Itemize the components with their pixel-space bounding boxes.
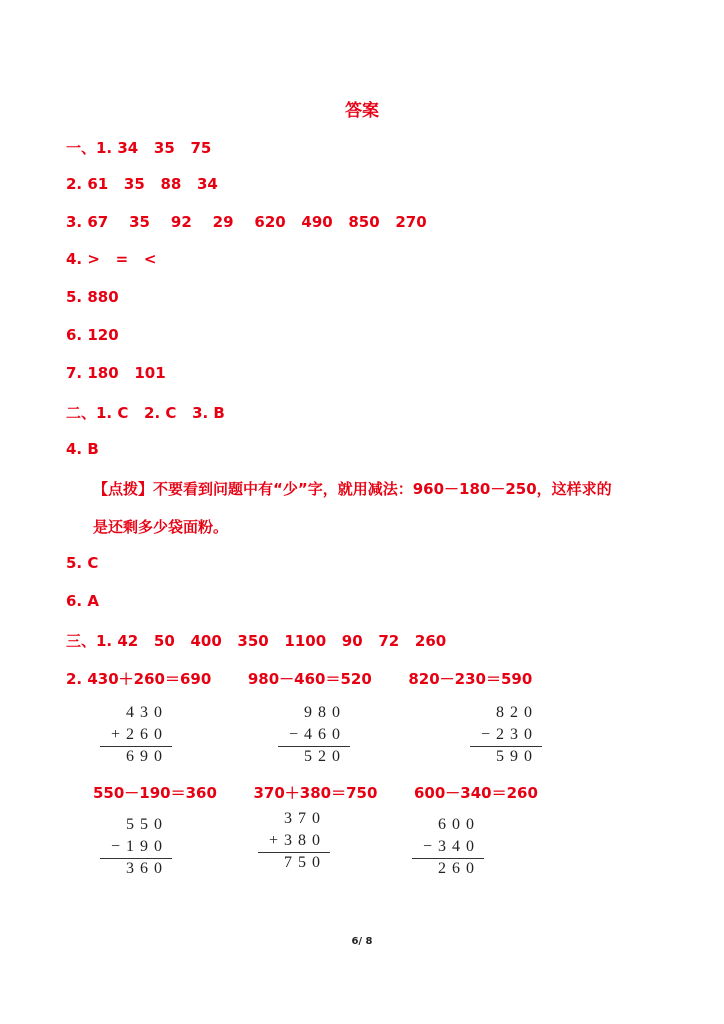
section2-line-6: 6. A (66, 592, 99, 610)
vertical-calc-5 (250, 808, 330, 874)
calc-result: 520 (304, 748, 346, 765)
answer-line-2: 2. 61 35 88 34 (66, 175, 218, 193)
calc-bottom: 260 (126, 726, 168, 743)
calc-bottom: 230 (496, 726, 538, 743)
section3-line-2: 2. 430＋260＝690 980－460＝520 820－230＝590 (66, 670, 533, 688)
calc-bottom: 380 (284, 832, 326, 849)
calc-operator: + (268, 832, 278, 849)
vertical-calc-1 (92, 702, 172, 768)
answer-line-7: 7. 180 101 (66, 364, 166, 382)
section2-line-4: 4. B (66, 440, 99, 458)
calc-result: 750 (284, 854, 326, 871)
vertical-calc-2 (270, 702, 350, 768)
section2-line-1: 二、1. C 2. C 3. B (66, 404, 225, 422)
calc-top: 430 (126, 704, 168, 721)
answer-line-5: 5. 880 (66, 288, 119, 306)
calc-operator: − (110, 838, 120, 855)
calc-top: 370 (284, 810, 326, 827)
answer-line-6: 6. 120 (66, 326, 119, 344)
calc-result: 260 (438, 860, 480, 877)
vertical-calc-6 (404, 814, 484, 880)
answer-line-3: 3. 67 35 92 29 620 490 850 270 (66, 213, 427, 231)
calc-operator: − (480, 726, 490, 743)
answer-line-1: 一、1. 34 35 75 (66, 139, 212, 157)
vertical-calc-4 (92, 814, 172, 880)
calc-top: 600 (438, 816, 480, 833)
calc-bottom: 340 (438, 838, 480, 855)
section3-line-3: 550－190＝360 370＋380＝750 600－340＝260 (93, 784, 538, 802)
calc-result: 590 (496, 748, 538, 765)
calc-operator: − (422, 838, 432, 855)
calc-bottom: 460 (304, 726, 346, 743)
vertical-calc-3 (462, 702, 542, 768)
calc-operator: + (110, 726, 120, 743)
calc-top: 550 (126, 816, 168, 833)
calc-top: 980 (304, 704, 346, 721)
answer-line-4: 4. > = < (66, 250, 157, 268)
calc-result: 360 (126, 860, 168, 877)
calc-result: 690 (126, 748, 168, 765)
section2-line-5: 5. C (66, 554, 99, 572)
calc-operator: − (288, 726, 298, 743)
calc-top: 820 (496, 704, 538, 721)
calc-bottom: 190 (126, 838, 168, 855)
hint-line-1: 【点拨】不要看到问题中有“少”字，就用减法：960－180－250，这样求的 (93, 480, 612, 498)
hint-line-2: 是还剩多少袋面粉。 (93, 518, 229, 536)
page-number: 6/ 8 (351, 936, 373, 947)
section3-line-1: 三、1. 42 50 400 350 1100 90 72 260 (66, 632, 447, 650)
page-title: 答案 (345, 101, 379, 121)
